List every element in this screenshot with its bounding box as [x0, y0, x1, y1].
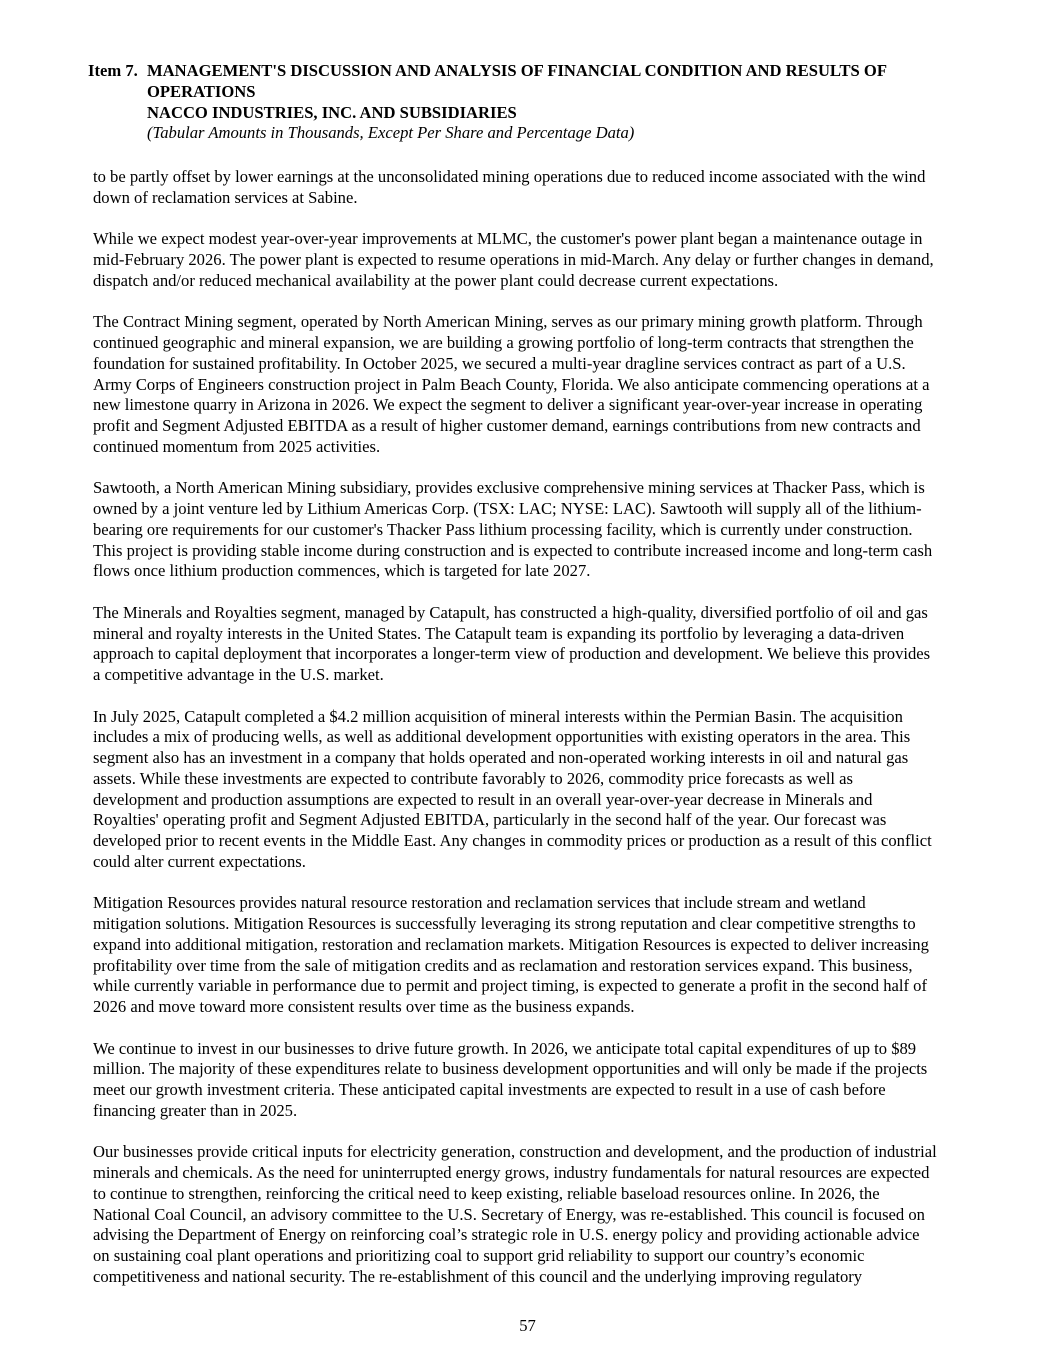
text-line: owned by a joint venture led by Lithium Americas Corp. (TSX: LAC; NYSE: LAC). Sawtooth will supply all of the lithium- — [93, 499, 922, 518]
text-line: dispatch and/or reduced mechanical availability at the power plant could decrease current expectations. — [93, 270, 779, 290]
text-line: National Coal Council, an advisory committee to the U.S. Secretary of Energy, was re-established. This council is focused on — [93, 1204, 925, 1224]
text-line: down of reclamation services at Sabine. — [93, 187, 358, 207]
text-line: Our businesses provide critical inputs for electricity generation, construction and development, and the production of industrial — [93, 1142, 937, 1162]
paragraph-sabine-offset — [93, 167, 983, 209]
paragraph-catapult-acquisition — [93, 707, 983, 873]
text-line: In July 2025, Catapult completed a $4.2 million acquisition of mineral interests within the Permian Basin. The acquisition — [93, 706, 903, 726]
text-line: Sawtooth, a North American Mining subsidiary, provides exclusive comprehensive mining services at Thacker Pass, which is — [93, 478, 925, 498]
paragraph-contract-mining — [93, 312, 983, 457]
header-row — [88, 61, 988, 144]
paragraph-capital-expenditures — [93, 1039, 983, 1122]
text-line: to continue to strengthen, reinforcing the critical need to keep existing, reliable baseload resources online. In 2026, the — [93, 1183, 880, 1203]
text-line: This project is providing stable income during construction and is expected to contribute increased income and long-term cash — [93, 540, 933, 560]
text-line: mineral and royalty interests in the United States. The Catapult team is expanding its portfolio by leveraging a data-driven — [93, 623, 905, 643]
item-number-label: Item 7. — [88, 61, 138, 80]
paragraph-industry-fundamentals — [93, 1142, 983, 1287]
section-title-line-2: OPERATIONS — [147, 81, 256, 101]
text-line: new limestone quarry in Arizona in 2026. We expect the segment to deliver a significant year-over-year increase in operating — [93, 395, 923, 415]
header-lines — [147, 61, 988, 144]
text-line: a competitive advantage in the U.S. market. — [93, 665, 384, 684]
text-line: Army Corps of Engineers construction project in Palm Beach County, Florida. We also anticipate commencing operations at a — [93, 374, 930, 394]
text-line: competitiveness and national security. The re-establishment of this council and the underlying improving regulatory — [93, 1266, 863, 1286]
text-line: development and production assumptions are expected to result in an overall year-over-year decrease in Minerals and — [93, 789, 873, 809]
text-line: Royalties' operating profit and Segment Adjusted EBITDA, particularly in the second half of the year. Our forecast was — [93, 810, 887, 830]
paragraph-sawtooth — [93, 478, 983, 582]
text-line: developed prior to recent events in the Middle East. Any changes in commodity prices or production as a result of this conflict — [93, 831, 932, 850]
text-line: to be partly offset by lower earnings at the unconsolidated mining operations due to reduced income associated with the wind — [93, 167, 926, 186]
text-line: million. The majority of these expenditures relate to business development opportunities and will only be made if the projects — [93, 1059, 928, 1079]
text-line: We continue to invest in our businesses to drive future growth. In 2026, we anticipate total capital expenditures of up to $89 — [93, 1038, 917, 1058]
text-line: assets. While these investments are expected to contribute favorably to 2026, commodity price forecasts as well as — [93, 768, 854, 788]
tabular-amounts-note: (Tabular Amounts in Thousands, Except Per Share and Percentage Data) — [147, 123, 635, 143]
company-name: NACCO INDUSTRIES, INC. AND SUBSIDIARIES — [147, 102, 517, 122]
text-line: advising the Department of Energy on reinforcing coal’s strategic role in U.S. energy policy and providing actionable advice — [93, 1225, 920, 1245]
page-number: 57 — [519, 1316, 536, 1335]
text-line: profit and Segment Adjusted EBITDA as a result of higher customer demand, earnings contributions from new contracts and — [93, 416, 921, 435]
text-line: 2026 and move toward more consistent results over time as the business expands. — [93, 997, 635, 1016]
text-line: minerals and chemicals. As the need for uninterrupted energy grows, industry fundamentals for natural resources are expected — [93, 1163, 930, 1182]
text-line: continued geographic and mineral expansion, we are building a growing portfolio of long-term contracts that strengthen the — [93, 333, 914, 352]
text-line: expand into additional mitigation, restoration and reclamation markets. Mitigation Resources is expected to deliver increasing — [93, 934, 929, 954]
text-line: mid-February 2026. The power plant is expected to resume operations in mid-March. Any delay or further changes in demand, — [93, 250, 934, 269]
paragraph-mitigation-resources — [93, 893, 983, 1018]
paragraph-minerals-royalties — [93, 603, 983, 686]
text-line: profitability over time from the sale of mitigation credits and as reclamation and restoration services expand. This business, — [93, 955, 913, 975]
document-body — [93, 167, 983, 1308]
text-line: foundation for sustained profitability. In October 2025, we secured a multi-year dragline services contract as part of a U.S. — [93, 353, 906, 373]
text-line: flows once lithium production commences, which is targeted for late 2027. — [93, 561, 591, 581]
text-line: while currently variable in performance due to permit and project timing, is expected to generate a profit in the second half of — [93, 976, 927, 996]
text-line: segment also has an investment in a company that holds operated and non-operated working interests in oil and natural gas — [93, 748, 909, 767]
paragraph-mlmc-outage — [93, 229, 983, 291]
text-line: bearing ore requirements for our customer's Thacker Pass lithium processing facility, which is currently under construction. — [93, 519, 913, 539]
section-header — [88, 61, 988, 144]
text-line: meet our growth investment criteria. These anticipated capital investments are expected to result in a use of cash before — [93, 1080, 886, 1099]
text-line: mitigation solutions. Mitigation Resources is successfully leveraging its strong reputation and clear competitive strengths to — [93, 914, 916, 933]
text-line: financing greater than in 2025. — [93, 1100, 298, 1120]
text-line: The Minerals and Royalties segment, managed by Catapult, has constructed a high-quality, diversified portfolio of oil and gas — [93, 602, 928, 622]
text-line: continued momentum from 2025 activities. — [93, 436, 381, 456]
text-line: The Contract Mining segment, operated by North American Mining, serves as our primary mining growth platform. Through — [93, 312, 923, 332]
text-line: approach to capital deployment that incorporates a longer-term view of production and development. We believe this provides — [93, 644, 931, 664]
text-line: While we expect modest year-over-year improvements at MLMC, the customer's power plant began a maintenance outage in — [93, 229, 923, 249]
section-title-line-1: MANAGEMENT'S DISCUSSION AND ANALYSIS OF FINANCIAL CONDITION AND RESULTS OF — [147, 61, 887, 80]
text-line: could alter current expectations. — [93, 851, 306, 871]
text-line: Mitigation Resources provides natural resource restoration and reclamation services that include stream and wetland — [93, 893, 866, 913]
text-line: includes a mix of producing wells, as well as additional development opportunities with existing operators in the area. This — [93, 727, 911, 747]
text-line: on sustaining coal plant operations and prioritizing coal to support grid reliability to support our country’s economic — [93, 1246, 865, 1265]
